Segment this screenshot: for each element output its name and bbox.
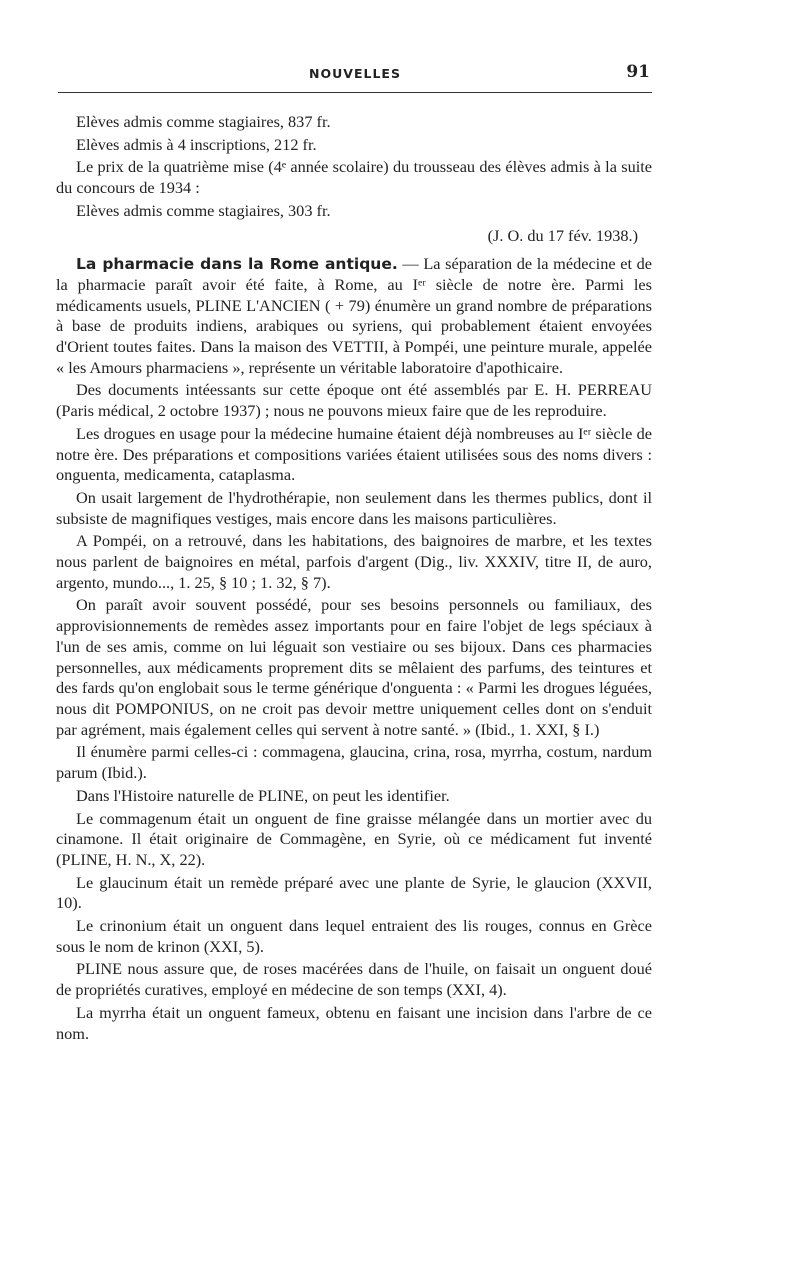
paragraph: Elèves admis comme stagiaires, 837 fr. <box>76 112 331 131</box>
paragraph: Elèves admis comme stagiaires, 303 fr. <box>76 200 331 220</box>
running-header <box>58 62 652 93</box>
header-title: NOUVELLES <box>309 66 401 81</box>
paragraph: On paraît avoir souvent possédé, pour ses besoins personnels ou familiaux, des approvisionnements de remèdes assez importants pour en faire l'objet de legs spéciaux à l'un de ses amis, comme on lui léguait son vestiaire ou ses bijoux. Dans ces pharmacies personnelles, aux médicaments proprement dits se mêlaient des parfums, des teintures et des fards qu'on englobait sous le terme générique d'onguenta : « Parmi les drogues léguées, nous dit POMPONIUS, on ne croit pas devoir mettre uniquement celles dont on s'enduit par agrément, mais également celles qui servent à notre santé. » (Ibid., 1. XXI, § I.) <box>56 595 652 739</box>
paragraph: A Pompéi, on a retrouvé, dans les habitations, des baignoires de marbre, et les textes nous parlent de baignoires en métal, parfois d'argent (Dig., liv. XXXIV, titre II, de auro, argento, mundo..., 1. 25, § 10 ; 1. 32, § 7). <box>56 531 652 592</box>
paragraph: Elèves admis à 4 inscriptions, 212 fr. <box>76 134 317 154</box>
section-text: — La séparation de la médecine et de la pharmacie paraît avoir été faite, à Rome, au Iᵉʳ siècle de notre ère. Parmi les médicaments usuels, PLINE L'ANCIEN ( + 79) énumère un grand nombre de préparations à base de produits indiens, arabiques ou syriens, qui probablement étaient envoyées d'Orient toutes faites. Dans la maison des VETTII, à Pompéi, une peinture murale, appelée « les Amours pharmaciens », représente un véritable laboratoire d'apothicaire. <box>56 254 653 377</box>
section-title: La pharmacie dans la Rome antique. <box>76 255 398 274</box>
paragraph: Le glaucinum était un remède préparé avec une plante de Syrie, le glaucion (XXVII, 10). <box>56 872 652 913</box>
paragraph: On usait largement de l'hydrothérapie, non seulement dans les thermes publics, dont il subsiste de magnifiques vestiges, mais encore dans les maisons particulières. <box>56 487 652 528</box>
paragraph: Le commagenum était un onguent de fine graisse mélangée dans un mortier avec du cinamone. Il était originaire de Commagène, en Syrie, où ce médicament fut inventé (PLINE, H. N., X, 22). <box>56 808 652 869</box>
paragraph: Le crinonium était un onguent dans lequel entraient des lis rouges, connus en Grèce sous le nom de krinon (XXI, 5). <box>56 916 652 956</box>
paragraph: PLINE nous assure que, de roses macérées dans de l'huile, on faisait un onguent doué de propriétés curatives, employé en médecine de son temps (XXI, 4). <box>56 959 652 1000</box>
section-paragraph <box>56 254 652 378</box>
paragraph: Le prix de la quatrième mise (4ᵉ année scolaire) du trousseau des élèves admis à la suite du concours de 1934 : <box>56 157 652 198</box>
paragraph: Des documents intéessants sur cette époque ont été assemblés par E. H. PERREAU (Paris médical, 2 octobre 1937) ; nous ne pouvons mieux faire que de les reproduire. <box>56 380 652 421</box>
text-body <box>56 112 652 1046</box>
paragraph: Les drogues en usage pour la médecine humaine étaient déjà nombreuses au Iᵉʳ siècle de notre ère. Des préparations et compositions variées étaient utilisées sous des noms divers : onguenta, medicamenta, cataplasma. <box>56 423 652 485</box>
paragraph: La myrrha était un onguent fameux, obtenu en faisant une incision dans l'arbre de ce nom. <box>56 1002 652 1043</box>
source-citation: (J. O. du 17 fév. 1938.) <box>487 225 638 245</box>
paragraph: Il énumère parmi celles-ci : commagena, glaucina, crina, rosa, myrrha, costum, nardum parum (Ibid.). <box>56 742 652 783</box>
page-number: 91 <box>626 62 650 82</box>
paragraph: Dans l'Histoire naturelle de PLINE, on peut les identifier. <box>76 785 450 805</box>
